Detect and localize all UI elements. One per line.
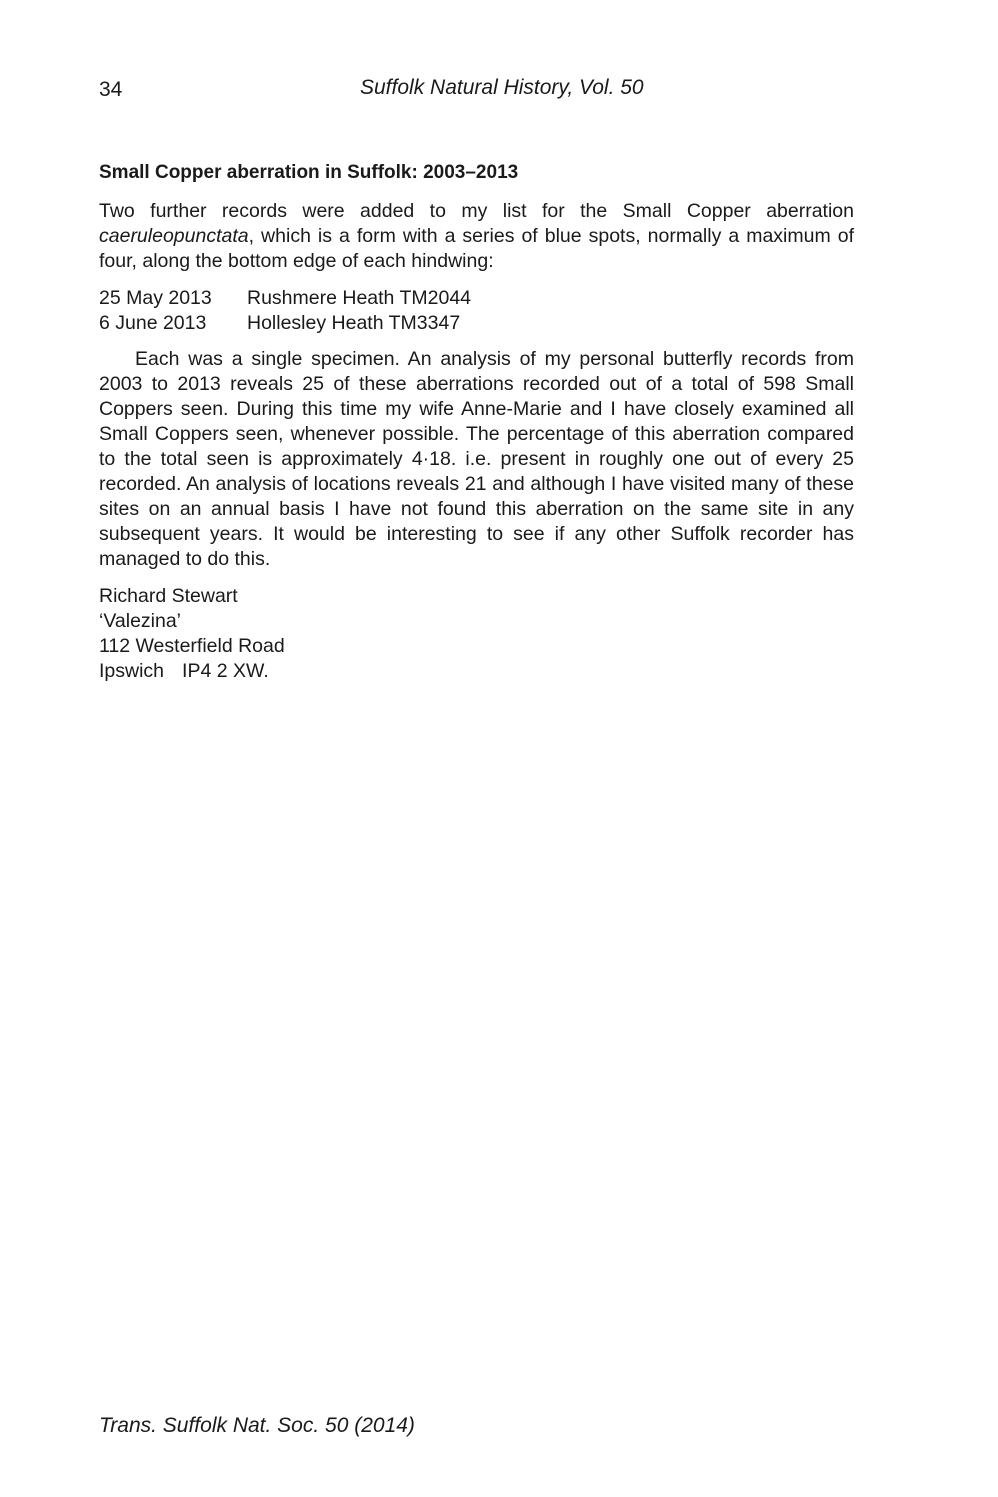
article: [99, 160, 854, 684]
article-title: Small Copper aberration in Suffolk: 2003–2013: [99, 162, 519, 183]
author-name: Richard Stewart: [99, 585, 238, 607]
record-location: Hollesley Heath TM3347: [247, 312, 461, 334]
intro-text-end: , which is a form with a series of blue spots, normally a maximum of four, along the bottom edge of each hindwing:: [99, 225, 854, 272]
author-town: Ipswich: [99, 660, 165, 682]
record-location: Rushmere Heath TM2044: [247, 287, 472, 309]
author-address: [99, 584, 854, 684]
species-form-name: caeruleopunctata: [99, 225, 249, 247]
body-paragraph: Each was a single specimen. An analysis of my personal butterfly records from 2003 to 2013 reveals 25 of these aberrations recorded out of a total of 598 Small Coppers seen. During this time my wife Anne-Marie and I have closely examined all Small Coppers seen, whenever possible. The percentage of this aberration compared to the total seen is approximately 4·18. i.e. present in roughly one out of every 25 recorded. An analysis of locations reveals 21 and although I have visited many of these sites on an annual basis I have not found this aberration on the same site in any subsequent years. It would be interesting to see if any other Suffolk recorder has managed to do this.: [99, 348, 854, 570]
records-list: [99, 286, 854, 336]
record-row: [99, 311, 854, 336]
author-street: 112 Westerfield Road: [99, 635, 285, 657]
footer-citation: Trans. Suffolk Nat. Soc. 50 (2014): [99, 1414, 415, 1437]
author-house: ‘Valezina’: [99, 610, 182, 632]
record-date: 25 May 2013: [99, 287, 212, 309]
record-row: [99, 286, 854, 311]
intro-paragraph: [99, 199, 854, 274]
record-date: 6 June 2013: [99, 312, 207, 334]
author-postcode: IP4 2 XW.: [182, 660, 269, 682]
running-head: Suffolk Natural History, Vol. 50: [360, 76, 644, 99]
author-town-line: [99, 659, 854, 684]
intro-text-start: Two further records were added to my list for the Small Copper aberration: [99, 200, 854, 222]
page-number: 34: [99, 78, 123, 101]
